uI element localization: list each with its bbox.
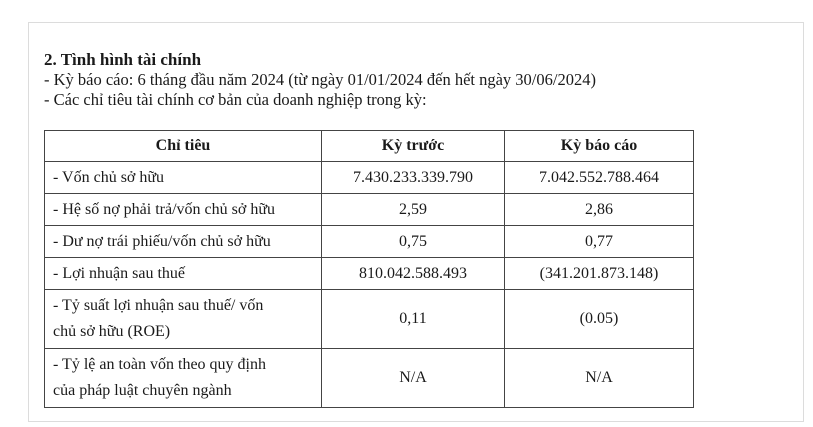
table-row bbox=[45, 258, 694, 290]
row-label: - Lợi nhuận sau thuế bbox=[45, 258, 322, 290]
table-row bbox=[45, 349, 694, 408]
report-period-line: - Kỳ báo cáo: 6 tháng đầu năm 2024 (từ ngày 01/01/2024 đến hết ngày 30/06/2024) bbox=[44, 70, 596, 89]
table-row bbox=[45, 290, 694, 349]
previous-value: N/A bbox=[322, 349, 505, 408]
row-label-line: của pháp luật chuyên ngành bbox=[53, 382, 232, 399]
table-row bbox=[45, 194, 694, 226]
row-label bbox=[45, 349, 322, 408]
financial-indicators-table bbox=[44, 130, 694, 408]
current-value: N/A bbox=[505, 349, 694, 408]
previous-value: 7.430.233.339.790 bbox=[322, 162, 505, 194]
current-value: (341.201.873.148) bbox=[505, 258, 694, 290]
table-row bbox=[45, 226, 694, 258]
row-label: - Hệ số nợ phải trả/vốn chủ sở hữu bbox=[45, 194, 322, 226]
table-row bbox=[45, 162, 694, 194]
header-reporting-period: Kỳ báo cáo bbox=[505, 131, 694, 162]
section-text bbox=[44, 50, 764, 110]
row-label-line: - Tỷ suất lợi nhuận sau thuế/ vốn bbox=[53, 297, 264, 314]
row-label bbox=[45, 290, 322, 349]
row-label: - Dư nợ trái phiếu/vốn chủ sở hữu bbox=[45, 226, 322, 258]
intro-line: - Các chỉ tiêu tài chính cơ bản của doanh nghiệp trong kỳ: bbox=[44, 90, 427, 109]
row-label: - Vốn chủ sở hữu bbox=[45, 162, 322, 194]
row-label-line: chủ sở hữu (ROE) bbox=[53, 323, 171, 340]
header-indicator: Chỉ tiêu bbox=[45, 131, 322, 162]
current-value: (0.05) bbox=[505, 290, 694, 349]
previous-value: 0,11 bbox=[322, 290, 505, 349]
current-value: 2,86 bbox=[505, 194, 694, 226]
current-value: 0,77 bbox=[505, 226, 694, 258]
row-label-line: - Tỷ lệ an toàn vốn theo quy định bbox=[53, 356, 266, 373]
header-previous-period: Kỳ trước bbox=[322, 131, 505, 162]
table-header-row bbox=[45, 131, 694, 162]
previous-value: 2,59 bbox=[322, 194, 505, 226]
current-value: 7.042.552.788.464 bbox=[505, 162, 694, 194]
previous-value: 810.042.588.493 bbox=[322, 258, 505, 290]
section-heading: 2. Tình hình tài chính bbox=[44, 50, 202, 69]
previous-value: 0,75 bbox=[322, 226, 505, 258]
